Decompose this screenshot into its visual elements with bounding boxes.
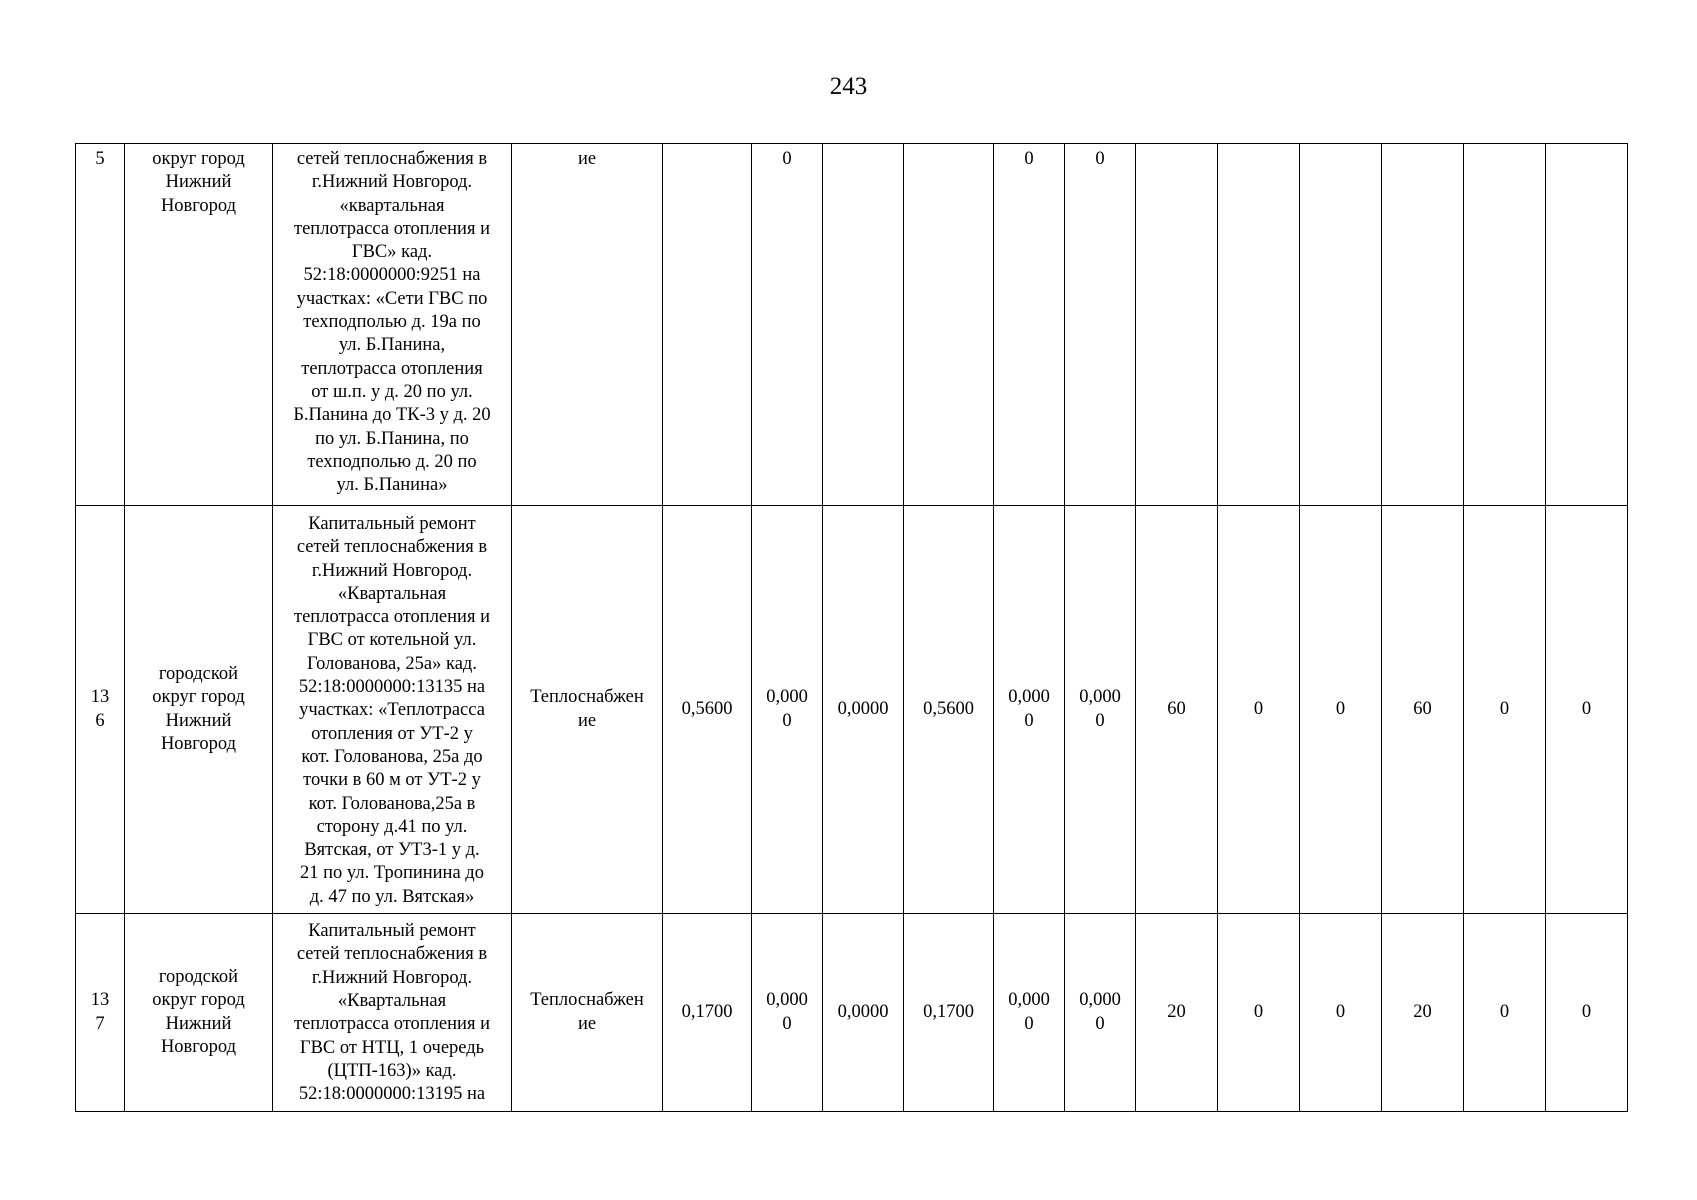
cell-number: 5 (76, 144, 125, 506)
cell-value-11: 0 (1464, 914, 1546, 1112)
cell-type: Теплоснабжен ие (512, 506, 663, 914)
cell-description: Капитальный ремонт сетей теплоснабжения в г.Нижний Новгород. «Квартальная теплотрасса отопления и ГВС от НТЦ, 1 очередь (ЦТП-163)» кад. 52:18:0000000:13195 на (273, 914, 512, 1112)
cell-value-3: 0,0000 (823, 914, 904, 1112)
cell-value-2: 0 (752, 144, 823, 506)
cell-value-3: 0,0000 (823, 506, 904, 914)
cell-value-8: 0 (1218, 914, 1300, 1112)
cell-number: 13 7 (76, 914, 125, 1112)
cell-value-5: 0 (994, 144, 1065, 506)
cell-value-2: 0,000 0 (752, 914, 823, 1112)
cell-municipality: городской округ город Нижний Новгород (125, 914, 273, 1112)
cell-value-10: 20 (1382, 914, 1464, 1112)
table-body (76, 144, 1628, 1112)
cell-value-8 (1218, 144, 1300, 506)
capital-repair-table (75, 143, 1628, 1112)
cell-value-7 (1136, 144, 1218, 506)
table-row (76, 144, 1628, 506)
cell-type: ие (512, 144, 663, 506)
cell-value-6: 0 (1065, 144, 1136, 506)
cell-value-9: 0 (1300, 914, 1382, 1112)
cell-value-9: 0 (1300, 506, 1382, 914)
cell-value-7: 20 (1136, 914, 1218, 1112)
cell-value-11: 0 (1464, 506, 1546, 914)
cell-value-6: 0,000 0 (1065, 914, 1136, 1112)
cell-value-1 (663, 144, 752, 506)
cell-value-4: 0,5600 (904, 506, 994, 914)
cell-value-12: 0 (1546, 506, 1628, 914)
cell-municipality: округ город Нижний Новгород (125, 144, 273, 506)
cell-value-2: 0,000 0 (752, 506, 823, 914)
page-number: 243 (829, 73, 868, 100)
cell-value-4: 0,1700 (904, 914, 994, 1112)
cell-value-4 (904, 144, 994, 506)
cell-description: Капитальный ремонт сетей теплоснабжения в г.Нижний Новгород. «Квартальная теплотрасса отопления и ГВС от котельной ул. Голованова, 25а» кад. 52:18:0000000:13135 на участках: «Теплотрасса отопления от УТ-2 у кот. Голованова, 25а до точки в 60 м от УТ-2 у кот. Голованова,25а в сторону д.41 по ул. Вятская, от УТ3-1 у д. 21 по ул. Тропинина до д. 47 по ул. Вятская» (273, 506, 512, 914)
cell-value-1: 0,5600 (663, 506, 752, 914)
cell-value-1: 0,1700 (663, 914, 752, 1112)
cell-description: сетей теплоснабжения в г.Нижний Новгород. «квартальная теплотрасса отопления и ГВС» кад. 52:18:0000000:9251 на участках: «Сети ГВС по техподполью д. 19а по ул. Б.Панина, теплотрасса отопления от ш.п. у д. 20 по ул. Б.Панина до ТК-3 у д. 20 по ул. Б.Панина, по техподполью д. 20 по ул. Б.Панина» (273, 144, 512, 506)
cell-value-8: 0 (1218, 506, 1300, 914)
cell-municipality: городской округ город Нижний Новгород (125, 506, 273, 914)
cell-value-5: 0,000 0 (994, 506, 1065, 914)
cell-type: Теплоснабжен ие (512, 914, 663, 1112)
table-row (76, 914, 1628, 1112)
cell-value-9 (1300, 144, 1382, 506)
cell-value-6: 0,000 0 (1065, 506, 1136, 914)
cell-value-10 (1382, 144, 1464, 506)
cell-value-3 (823, 144, 904, 506)
cell-value-11 (1464, 144, 1546, 506)
cell-value-7: 60 (1136, 506, 1218, 914)
cell-value-10: 60 (1382, 506, 1464, 914)
cell-number: 13 6 (76, 506, 125, 914)
cell-value-12 (1546, 144, 1628, 506)
cell-value-12: 0 (1546, 914, 1628, 1112)
cell-value-5: 0,000 0 (994, 914, 1065, 1112)
table-row (76, 506, 1628, 914)
